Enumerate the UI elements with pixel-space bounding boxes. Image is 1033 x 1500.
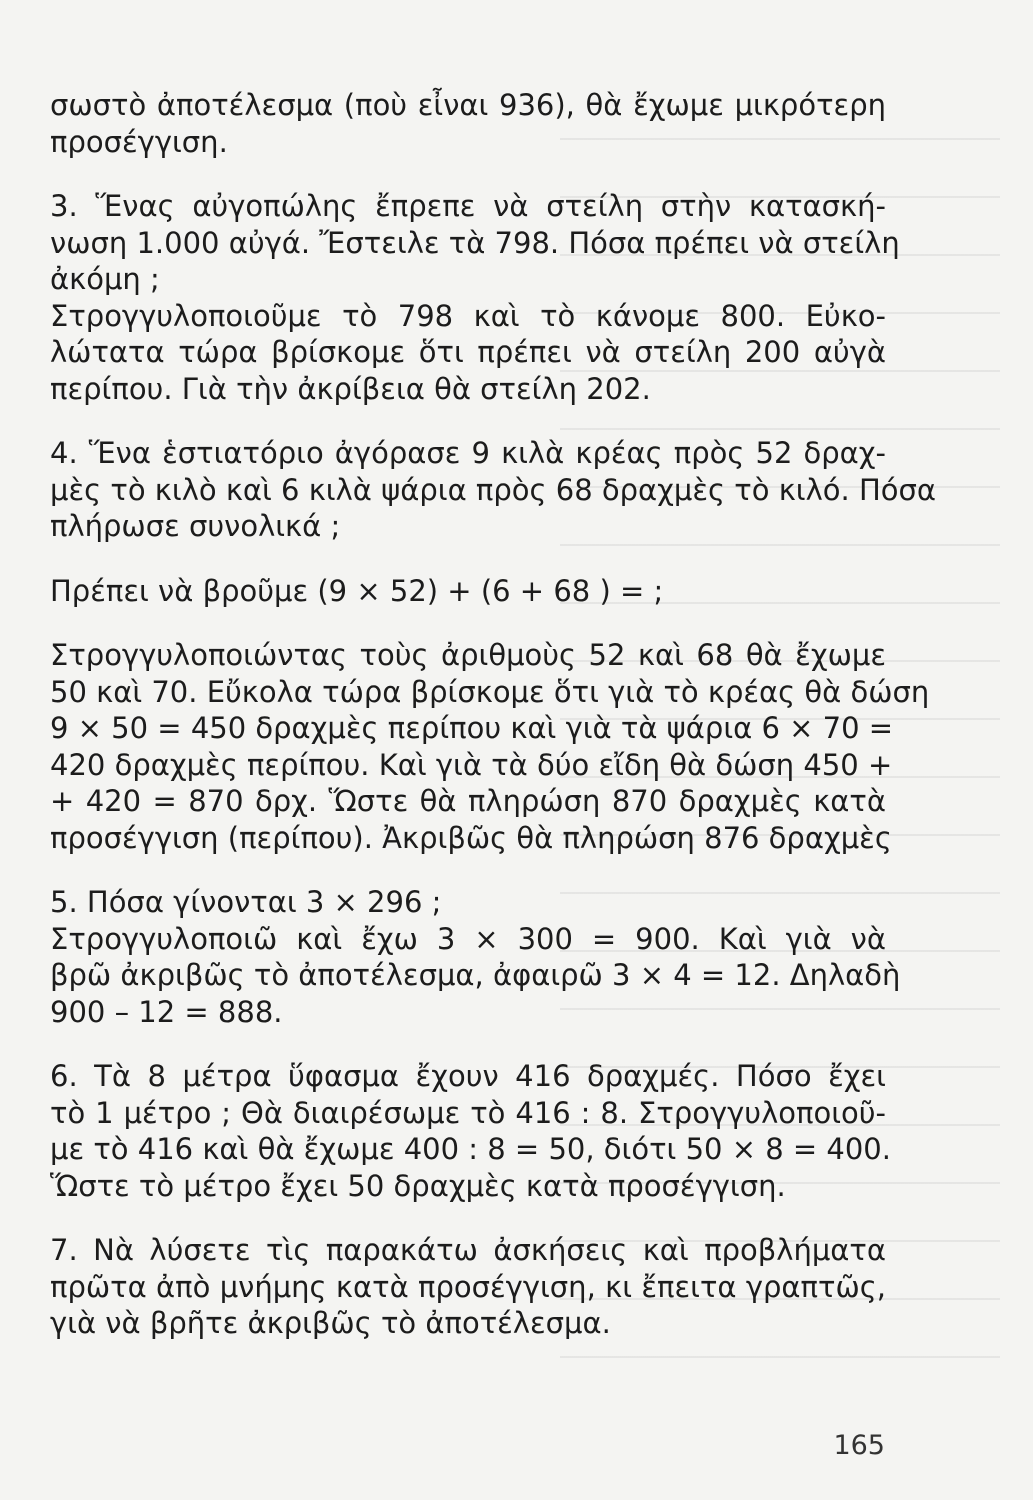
text-line: 420 δραχμὲς περίπου. Καὶ γιὰ τὰ δύο εἴδη θὰ δώση 450 + [50,747,893,782]
paragraph-solution-4 [50,637,930,856]
text-line: περίπου. Γιὰ τὴν ἀκρίβεια θὰ στείλη 202. [50,371,651,406]
paragraph-problem-4 [50,435,936,545]
text-line: Στρογγυλοποιοῦμε τὸ 798 καὶ τὸ κάνομε 800. Εὐκο- [50,298,886,333]
text-line: ἀκόμη ; [50,262,160,296]
paragraph-problem-7 [50,1232,886,1342]
text-line: 9 × 50 = 450 δραχμὲς περίπου καὶ γιὰ τὰ ψάρια 6 × 70 = [50,711,894,745]
paragraph-intro [50,87,886,160]
text-line: 5. Πόσα γίνονται 3 × 296 ; [50,885,442,919]
text-line: γιὰ νὰ βρῆτε ἀκριβῶς τὸ ἀποτέλεσμα. [50,1306,611,1340]
text-line: 7. Νὰ λύσετε τὶς παρακάτω ἀσκήσεις καὶ προβλήματα [50,1233,886,1267]
text-line: Στρογγυλοποιώντας τοὺς ἀριθμοὺς 52 καὶ 68 θὰ ἔχωμε [50,638,886,672]
text-line: με τὸ 416 καὶ θὰ ἔχωμε 400 : 8 = 50, διότι 50 × 8 = 400. [50,1132,891,1166]
text-line: πρῶτα ἀπὸ μνήμης κατὰ προσέγγιση, κι ἔπειτα γραπτῶς, [50,1269,886,1304]
text-line: προσέγγιση. [50,124,228,159]
paragraph-solution-3 [50,298,886,408]
paragraph-problem-6 [50,1058,891,1204]
text-line: 4. Ἕνα ἑστιατόριο ἀγόρασε 9 κιλὰ κρέας πρὸς 52 δραχ- [50,436,886,470]
text-line: Στρογγυλοποιῶ καὶ ἔχω 3 × 300 = 900. Καὶ γιὰ νὰ [50,921,886,956]
text-line: 900 – 12 = 888. [50,994,283,1029]
text-line: τὸ 1 μέτρο ; Θὰ διαιρέσωμε τὸ 416 : 8. Στρογγυλοποιοῦ- [50,1095,886,1130]
text-line: προσέγγιση (περίπου). Ἀκριβῶς θὰ πληρώση 876 δραχμὲς [50,820,892,855]
text-line: νωση 1.000 αὐγά. Ἔστειλε τὰ 798. Πόσα πρέπει νὰ στείλη [50,225,900,260]
paragraph-expression-4 [50,573,886,610]
paragraph-problem-3 [50,188,900,298]
text-line: 6. Τὰ 8 μέτρα ὕφασμα ἔχουν 416 δραχμές. Πόσο ἔχει [50,1059,886,1093]
text-line: + 420 = 870 δρχ. Ὥστε θὰ πληρώση 870 δραχμὲς κατὰ [50,784,886,818]
text-line: πλήρωσε συνολικά ; [50,509,341,543]
text-line: Πρέπει νὰ βροῦμε (9 × 52) + (6 + 68 ) = ; [50,573,664,608]
body-text [50,87,936,1342]
text-line: μὲς τὸ κιλὸ καὶ 6 κιλὰ ψάρια πρὸς 68 δραχμὲς τὸ κιλό. Πόσα [50,472,936,507]
paragraph-problem-5 [50,884,901,1030]
text-line: 3. Ἕνας αὐγοπώλης ἔπρεπε νὰ στείλη στὴν κατασκή- [50,189,886,223]
text-line: βρῶ ἀκριβῶς τὸ ἀποτέλεσμα, ἀφαιρῶ 3 × 4 = 12. Δηλαδὴ [50,958,901,992]
text-line: λώτατα τώρα βρίσκομε ὅτι πρέπει νὰ στείλη 200 αὐγὰ [50,335,886,369]
page-number: 165 [833,1430,885,1461]
text-line: σωστὸ ἀποτέλεσμα (ποὺ εἶναι 936), θὰ ἔχωμε μικρότερη [50,88,886,122]
text-line: Ὥστε τὸ μέτρο ἔχει 50 δραχμὲς κατὰ προσέγγιση. [50,1168,786,1203]
text-line: 50 καὶ 70. Εὔκολα τώρα βρίσκομε ὅτι γιὰ τὸ κρέας θὰ δώση [50,674,930,709]
